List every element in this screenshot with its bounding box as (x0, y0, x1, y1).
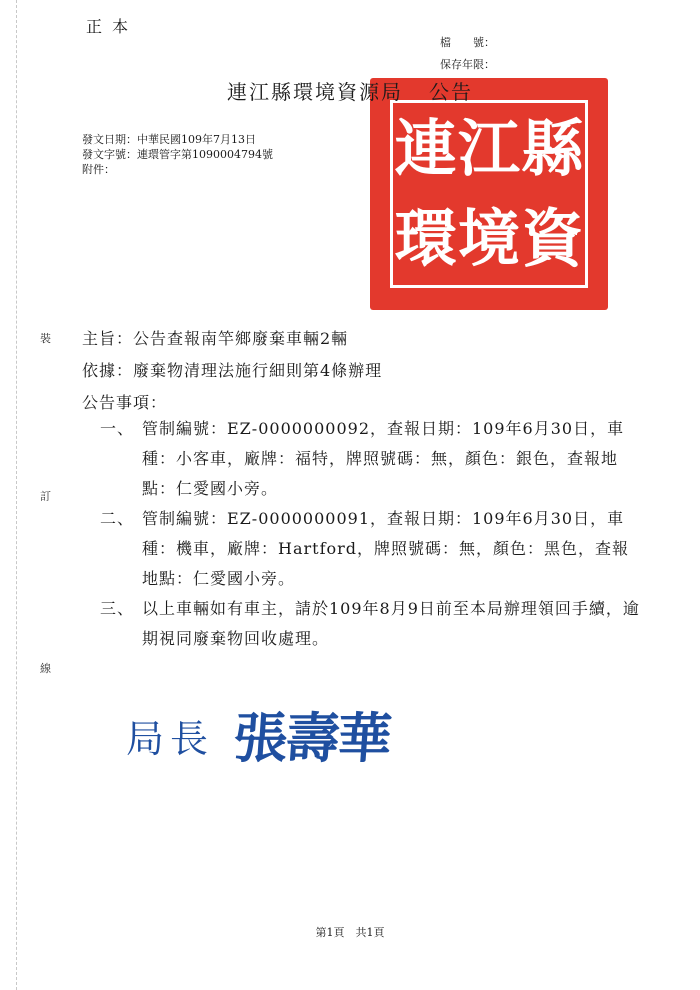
item-text: 管制編號：EZ-0000000091，查報日期：109年6月30日，車種：機車，廠牌：Hartford，牌照號碼：無，顏色：黑色，查報地點：仁愛國小旁。 (142, 509, 630, 588)
binding-char-zhuang: 裝 (40, 332, 51, 345)
item-number: 一、 (100, 419, 135, 438)
seal-char: 連 (394, 112, 457, 185)
item-text: 以上車輛如有車主，請於109年8月9日前至本局辦理領回手續，逾期視同廢棄物回收處理。 (142, 599, 640, 648)
list-item (100, 414, 640, 504)
director-title: 局長 (126, 717, 215, 761)
official-seal (370, 78, 608, 310)
binding-char-ding: 訂 (40, 490, 51, 503)
header-info (82, 132, 273, 177)
attachment: 附件： (82, 163, 115, 176)
copy-mark: 正本 (86, 17, 139, 36)
page-number: 第1頁 共1頁 (315, 926, 385, 939)
document-title (0, 76, 700, 105)
agency-name: 連江縣環境資源局 (227, 80, 403, 104)
list-item (100, 504, 640, 594)
retention-period: 保存年限： (440, 58, 495, 71)
director-signature: 張壽華 (231, 706, 392, 770)
seal-char: 環 (394, 202, 457, 275)
seal-char: 資 (521, 202, 584, 275)
item-text: 管制編號：EZ-0000000092，查報日期：109年6月30日，車種：小客車，廠牌：福特，牌照號碼：無，顏色：銀色，查報地點：仁愛國小旁。 (142, 419, 625, 498)
items-heading: 公告事項： (82, 393, 168, 412)
item-number: 二、 (100, 509, 135, 528)
binding-margin-line (16, 0, 17, 990)
seal-char: 江 (457, 112, 520, 185)
basis: 依據：廢棄物清理法施行細則第4條辦理 (82, 361, 383, 380)
archive-info (440, 32, 530, 76)
binding-char-xian: 線 (40, 662, 51, 675)
list-item (100, 594, 640, 654)
document-type: 公告 (429, 80, 473, 104)
item-number: 三、 (100, 599, 135, 618)
reference-number: 發文字號：連環管字第1090004794號 (82, 148, 273, 161)
file-number: 檔 號： (440, 36, 495, 49)
seal-char: 境 (457, 202, 520, 275)
issue-date: 發文日期：中華民國109年7月13日 (82, 133, 256, 146)
subject: 主旨：公告查報南竿鄉廢棄車輛2輛 (82, 329, 349, 348)
seal-char: 縣 (521, 112, 584, 185)
